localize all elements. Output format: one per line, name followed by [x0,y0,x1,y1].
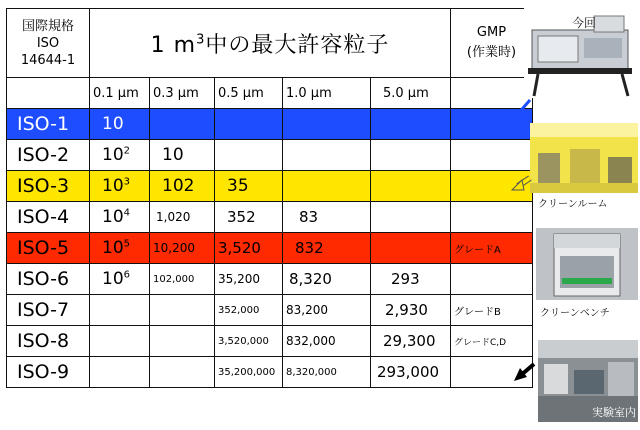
size-header: 0.5 μm [215,78,283,109]
clean-bench-photo [536,228,638,320]
value-cell: 83,200 [283,295,371,326]
class-cell: ISO-1 [7,109,90,140]
table-row [7,295,533,326]
lab-photo [538,340,638,422]
table-row [7,264,533,295]
gmp-cell [451,109,533,140]
standard-number: 14644-1 [20,52,76,68]
table-row [7,140,533,171]
value-cell [371,140,451,171]
gmp-cell [451,171,533,202]
value-cell: 35,200,000 [215,357,283,388]
size-header: 5.0 μm [371,78,451,109]
value-cell [90,295,150,326]
gmp-cell [451,140,533,171]
value-cell [215,140,283,171]
value-cell: 832,000 [283,326,371,357]
photo-label-clean-room: クリーンルーム [538,199,608,210]
value-cell: $10^3$ [90,171,150,202]
value-cell [215,109,283,140]
value-cell: 35,200 [215,264,283,295]
gmp-label: GMP [476,25,507,40]
table-row [7,109,533,140]
value-cell: 293 [371,264,451,295]
size-header: 0.1 μm [90,78,150,109]
value-cell [371,233,451,264]
gmp-cell: グレードB [451,295,533,326]
clean-bench-illustration [536,228,638,300]
header-row [7,9,533,78]
size-empty-cell [7,78,90,109]
value-cell: 10 [150,140,215,171]
value-cell [283,140,371,171]
value-cell: 1,020 [150,202,215,233]
table-row [7,202,533,233]
gmp-cell [451,202,533,233]
gmp-header [451,9,533,78]
value-cell: 832 [283,233,371,264]
size-header: 1.0 μm [283,78,371,109]
value-cell [371,109,451,140]
value-cell: 3,520,000 [215,326,283,357]
table-row [7,171,533,202]
gmp-sub-label: (作業時) [466,45,517,60]
table-row [7,233,533,264]
class-cell: ISO-2 [7,140,90,171]
value-cell: 8,320,000 [283,357,371,388]
class-cell: ISO-4 [7,202,90,233]
photo-label-lab: 実験室内 [592,406,636,419]
value-cell [150,109,215,140]
value-cell [150,326,215,357]
value-cell: $10^4$ [90,202,150,233]
standard-header [7,9,90,78]
value-cell: 35 [215,171,283,202]
value-cell [283,171,371,202]
value-cell: 102,000 [150,264,215,295]
value-cell: $10^5$ [90,233,150,264]
value-cell: 10,200 [150,233,215,264]
size-row [7,78,533,109]
standard-label: 国際規格 [21,18,74,34]
main-title: 1 $m^3$中の最大許容粒子 [90,9,451,78]
value-cell: 2,930 [371,295,451,326]
value-cell: 102 [150,171,215,202]
clean-room-photo [530,123,638,208]
value-cell [150,295,215,326]
gmp-cell [451,357,533,388]
iso-classification-table [6,8,533,388]
class-cell: ISO-6 [7,264,90,295]
value-cell: 83 [283,202,371,233]
size-header: 0.3 μm [150,78,215,109]
value-cell: 3,520 [215,233,283,264]
value-cell: 29,300 [371,326,451,357]
value-cell [371,171,451,202]
table-row [7,326,533,357]
class-cell: ISO-8 [7,326,90,357]
gmp-cell: グレードA [451,233,533,264]
class-cell: ISO-3 [7,171,90,202]
equipment-photo-current [524,8,636,98]
value-cell [90,357,150,388]
value-cell: 293,000 [371,357,451,388]
class-cell: ISO-5 [7,233,90,264]
value-cell: $10^6$ [90,264,150,295]
value-cell [90,326,150,357]
gmp-cell: グレードC,D [451,326,533,357]
value-cell: 10 [90,109,150,140]
value-cell: 8,320 [283,264,371,295]
value-cell [371,202,451,233]
size-empty-cell [451,78,533,109]
class-cell: ISO-7 [7,295,90,326]
photo-label-current: 今回 [572,16,597,30]
photo-label-clean-bench: クリーンベンチ [540,308,610,319]
table-row [7,357,533,388]
value-cell: $10^2$ [90,140,150,171]
class-cell: ISO-9 [7,357,90,388]
gmp-cell [451,264,533,295]
value-cell [283,109,371,140]
clean-room-illustration [530,123,638,193]
value-cell: 352,000 [215,295,283,326]
standard-iso: ISO [36,35,60,51]
value-cell [150,357,215,388]
value-cell: 352 [215,202,283,233]
